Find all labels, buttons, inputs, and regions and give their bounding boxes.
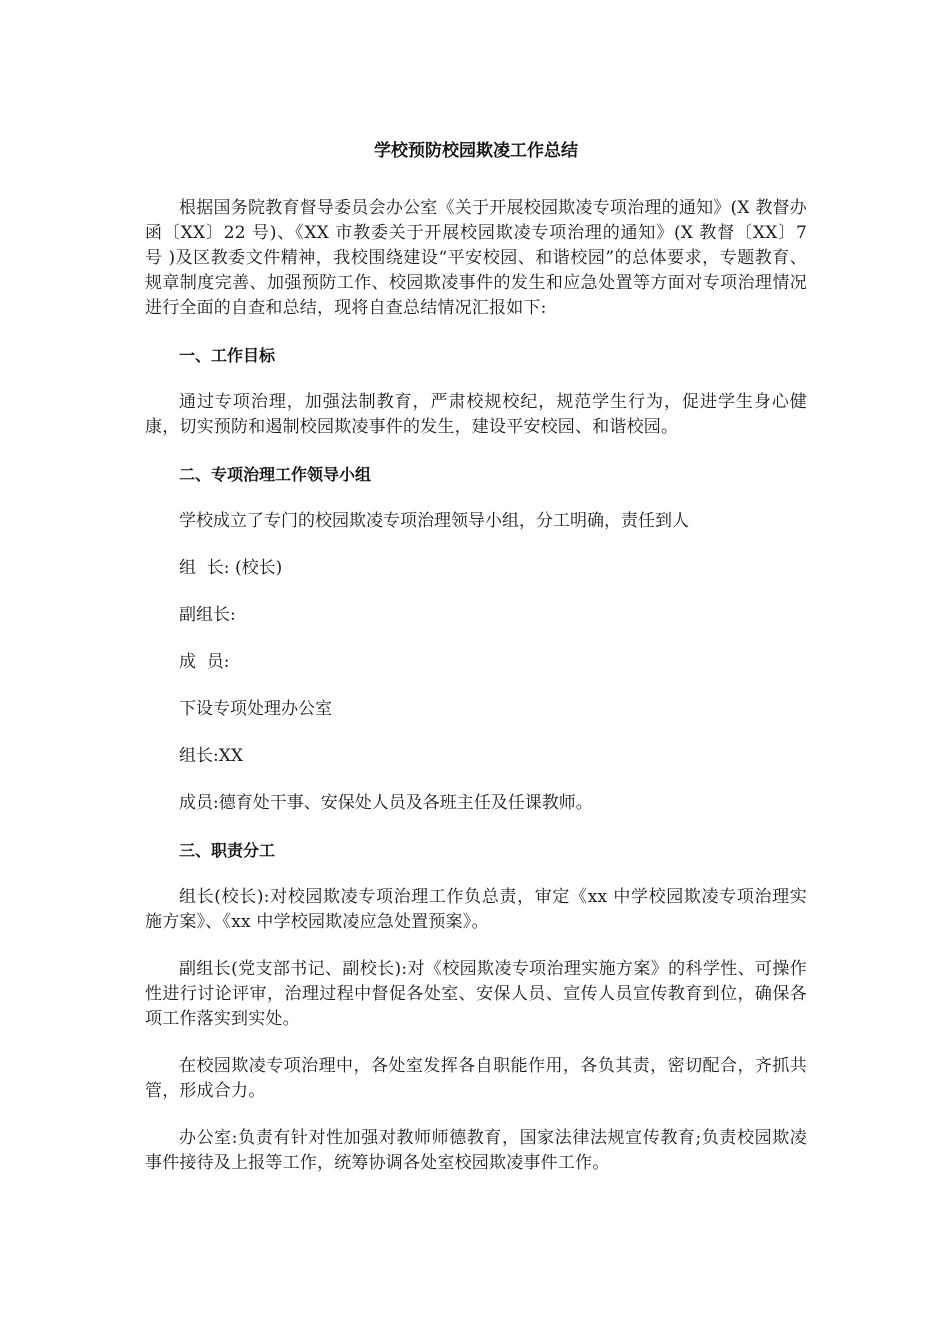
- duty-leader-paragraph: 组长(校长):对校园欺凌专项治理工作负总责，审定《xx 中学校园欺凌专项治理实施方案》、《xx 中学校园欺凌应急处置预案》。: [145, 887, 807, 932]
- duty-deputy-paragraph: 副组长(党支部书记、副校长):对《校园欺凌专项治理实施方案》的科学性、可操作性进行讨论评审，治理过程中督促各处室、安保人员、宣传人员宣传教育到位，确保各项工作落实到实处。: [145, 959, 807, 1029]
- duty-offices-paragraph: 在校园欺凌专项治理中，各处室发挥各自职能作用，各负其责，密切配合，齐抓共管，形成合力。: [145, 1056, 807, 1101]
- section-heading-duties: 三、职责分工: [179, 841, 276, 860]
- section-heading-leadership: 二、专项治理工作领导小组: [179, 465, 372, 484]
- leader-line: 组 长: (校长): [179, 558, 283, 578]
- office-members-line: 成员:德育处干事、安保处人员及各班主任及任课教师。: [179, 793, 593, 813]
- document-title: 学校预防校园欺凌工作总结: [374, 141, 578, 161]
- duty-admin-paragraph: 办公室:负责有针对性加强对教师师德教育，国家法律法规宣传教育;负责校园欺凌事件接待及上报等工作，统筹协调各处室校园欺凌事件工作。: [145, 1128, 807, 1173]
- leadership-paragraph: 学校成立了专门的校园欺凌专项治理领导小组，分工明确，责任到人: [179, 511, 689, 531]
- intro-paragraph: 根据国务院教育督导委员会办公室《关于开展校园欺凌专项治理的通知》(X 教督办函〔XX〕22 号)、《XX 市教委关于开展校园欺凌专项治理的通知》(X 教督〔XX〕7 号 )及区教委文件精神，我校围绕建设“平安校园、和谐校园”的总体要求，专题教育、规章制度完善、加强预防工作、校园欺凌事件的发生和应急处置等方面对专项治理情况进行全面的自查和总结，现将自查总结情况汇报如下:: [145, 198, 807, 318]
- document-body: [145, 138, 807, 1198]
- office-line: 下设专项处理办公室: [179, 699, 332, 719]
- members-line: 成 员:: [179, 652, 230, 672]
- goals-paragraph: 通过专项治理，加强法制教育，严肃校规校纪，规范学生行为，促进学生身心健康，切实预防和遏制校园欺凌事件的发生，建设平安校园、和谐校园。: [145, 392, 807, 437]
- section-heading-goals: 一、工作目标: [179, 346, 276, 365]
- office-leader-line: 组长:XX: [179, 746, 243, 766]
- deputy-line: 副组长:: [179, 605, 236, 625]
